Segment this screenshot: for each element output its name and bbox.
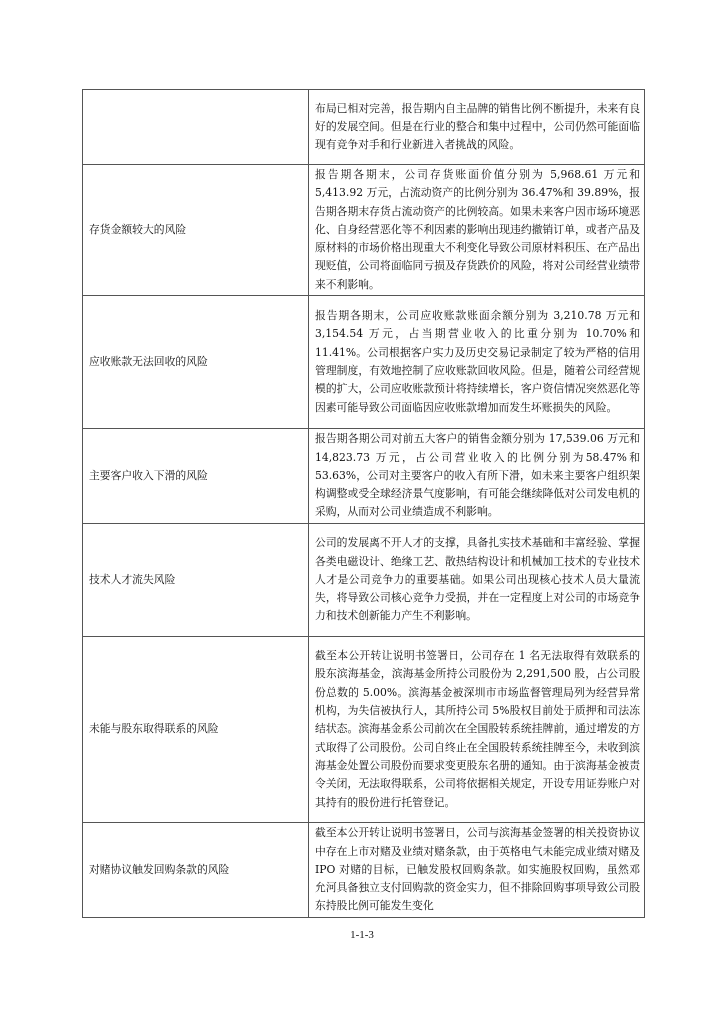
table-row bbox=[83, 429, 645, 524]
risk-name: 主要客户收入下滑的风险 bbox=[83, 429, 309, 524]
risk-name: 未能与股东取得联系的风险 bbox=[83, 637, 309, 823]
risk-name: 对赌协议触发回购条款的风险 bbox=[83, 823, 309, 918]
risk-description: 报告期各期公司对前五大客户的销售金额分别为 17,539.06 万元和14,823.73 万元，占公司营业收入的比例分别为58.47%和 53.63%，公司对主要客户的收入有所下滑，如未来主要客户组织架构调整或受全球经济景气度影响，有可能会继续降低对公司发电机的采购，从而对公司业绩造成不利影响。 bbox=[309, 429, 645, 524]
risk-description: 公司的发展离不开人才的支撑，具备扎实技术基础和丰富经验、掌握各类电磁设计、绝缘工艺、散热结构设计和机械加工技术的专业技术人才是公司竞争力的重要基础。如果公司出现核心技术人员大量流失，将导致公司核心竞争力受损，并在一定程度上对公司的市场竞争力和技术创新能力产生不利影响。 bbox=[309, 524, 645, 637]
table-row bbox=[83, 165, 645, 296]
page-number: 1-1-3 bbox=[350, 929, 374, 941]
risk-description: 截至本公开转让说明书签署日，公司与滨海基金签署的相关投资协议中存在上市对赌及业绩对赌条款，由于英格电气未能完成业绩对赌及 IPO 对赌的目标，已触发股权回购条款。如实施股权回购，虽然邓允河具备独立支付回购款的资金实力，但不排除回购事项导致公司股东持股比例可能发生变化 bbox=[309, 823, 645, 918]
risk-description: 布局已相对完善，报告期内自主品牌的销售比例不断提升，未来有良好的发展空间。但是在行业的整合和集中过程中，公司仍然可能面临现有竞争对手和行业新进入者挑战的风险。 bbox=[309, 90, 645, 165]
risk-description: 报告期各期末，公司应收账款账面余额分别为 3,210.78 万元和 3,154.54 万元，占当期营业收入的比重分别为 10.70%和11.41%。公司根据客户实力及历史交易记录制定了较为严格的信用管理制度，有效地控制了应收账款回收风险。但是，随着公司经营规模的扩大，公司应收账款预计将持续增长，客户资信情况突然恶化等因素可能导致公司面临因应收账款增加而发生坏账损失的风险。 bbox=[309, 296, 645, 429]
risk-name bbox=[83, 90, 309, 165]
risk-name: 应收账款无法回收的风险 bbox=[83, 296, 309, 429]
table-row bbox=[83, 637, 645, 823]
table-row bbox=[83, 296, 645, 429]
risk-table bbox=[82, 89, 645, 918]
risk-name: 技术人才流失风险 bbox=[83, 524, 309, 637]
table-row bbox=[83, 90, 645, 165]
table-row bbox=[83, 823, 645, 918]
risk-name: 存货金额较大的风险 bbox=[83, 165, 309, 296]
risk-description: 报告期各期末，公司存货账面价值分别为 5,968.61 万元和5,413.92 万元，占流动资产的比例分别为 36.47%和 39.89%，报告期各期末存货占流动资产的比例较高。如果未来客户因市场环境恶化、自身经营恶化等不利因素的影响出现违约撤销订单，或者产品及原材料的市场价格出现重大不利变化导致公司原材料积压、在产品出现贬值，公司将面临同亏损及存货跌价的风险，将对公司经营业绩带来不利影响。 bbox=[309, 165, 645, 296]
risk-description: 截至本公开转让说明书签署日，公司存在 1 名无法取得有效联系的股东滨海基金，滨海基金所持公司股份为 2,291,500 股，占公司股份总数的 5.00%。滨海基金被深圳市市场监督管理局列为经营异常机构，为失信被执行人，其所持公司 5%股权目前处于质押和司法冻结状态。滨海基金系公司前次在全国股转系统挂牌前，通过增发的方式取得了公司股份。公司自终止在全国股转系统挂牌至今，未收到滨海基金处置公司股份而要求变更股东名册的通知。由于滨海基金被责令关闭，无法取得联系，公司将依据相关规定，开设专用证券账户对其持有的股份进行托管登记。 bbox=[309, 637, 645, 823]
table-row bbox=[83, 524, 645, 637]
